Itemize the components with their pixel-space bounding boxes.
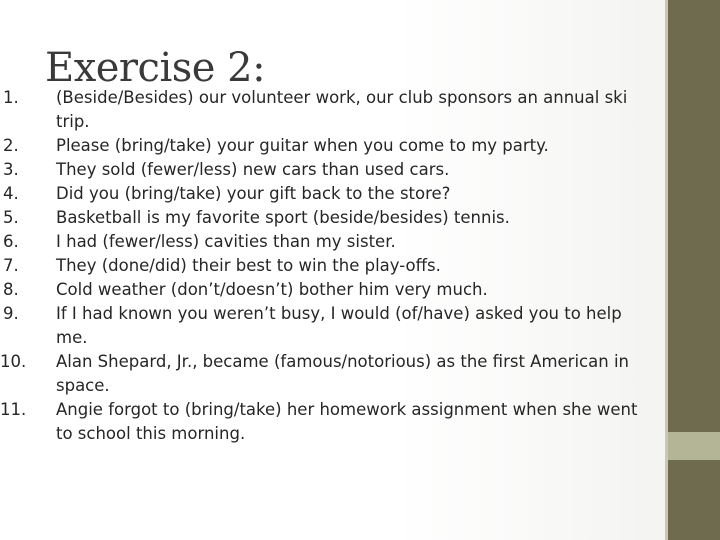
list-item [0, 398, 660, 446]
item-number: 2. [3, 136, 19, 155]
list-item [0, 278, 660, 302]
item-number: 11. [0, 400, 27, 419]
item-number: 6. [3, 232, 19, 251]
item-number: 9. [3, 304, 19, 323]
item-number: 5. [3, 208, 19, 227]
item-text: Please (bring/take) your guitar when you come to my party. [56, 136, 549, 155]
item-number: 8. [3, 280, 19, 299]
list-item [0, 182, 660, 206]
item-text: Cold weather (don’t/doesn’t) bother him very much. [56, 280, 488, 299]
item-text: Angie forgot to (bring/take) her homework assignment when she went to school this morning. [56, 400, 638, 443]
list-item [0, 134, 660, 158]
item-text: Alan Shepard, Jr., became (famous/notorious) as the first American in space. [56, 352, 629, 395]
item-number: 7. [3, 256, 19, 275]
item-number: 10. [0, 352, 27, 371]
item-text: I had (fewer/less) cavities than my sister. [56, 232, 396, 251]
list-item [0, 86, 660, 134]
list-item [0, 230, 660, 254]
list-item [0, 302, 660, 350]
list-item [0, 254, 660, 278]
list-item [0, 158, 660, 182]
sidebar-accent-band [668, 432, 720, 460]
item-text: (Beside/Besides) our volunteer work, our club sponsors an annual ski trip. [56, 88, 628, 131]
list-item [0, 350, 660, 398]
item-text: If I had known you weren’t busy, I would (of/have) asked you to help me. [56, 304, 622, 347]
item-number: 4. [3, 184, 19, 203]
item-text: They sold (fewer/less) new cars than used cars. [56, 160, 450, 179]
item-number: 3. [3, 160, 19, 179]
slide-title: Exercise 2: [45, 45, 266, 91]
list-item [0, 206, 660, 230]
item-text: Did you (bring/take) your gift back to the store? [56, 184, 451, 203]
item-text: Basketball is my favorite sport (beside/besides) tennis. [56, 208, 510, 227]
item-number: 1. [3, 88, 19, 107]
exercise-list [0, 86, 660, 446]
item-text: They (done/did) their best to win the play-offs. [56, 256, 441, 275]
